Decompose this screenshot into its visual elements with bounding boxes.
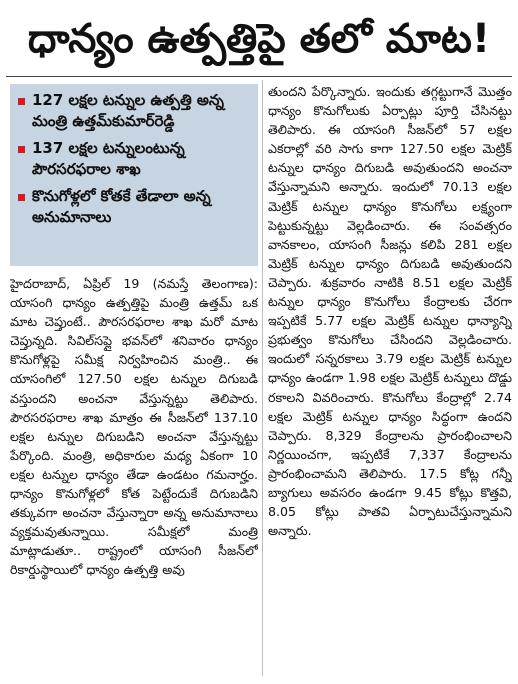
square-bullet-icon	[18, 146, 25, 153]
headline: ధాన్యం ఉత్పత్తిపై తలో మాట!	[27, 16, 491, 62]
highlight-item	[14, 186, 252, 228]
highlights-box	[10, 84, 258, 266]
highlight-text: 127 లక్షల టన్నుల ఉత్పత్తి అన్న మంత్రి ఉత్తమ్‌కుమార్‌రెడ్డి	[32, 91, 224, 130]
right-column	[268, 82, 512, 678]
left-column	[10, 84, 258, 678]
highlight-text: కొనుగోళ్లలో కోతకే తేడాలా అన్న అనుమానాలు	[32, 187, 211, 226]
highlight-text: 137 లక్షల టన్నులంటున్న పౌరసరఫరాల శాఖ	[32, 139, 185, 178]
highlight-item	[14, 138, 252, 180]
square-bullet-icon	[18, 194, 25, 201]
column-divider	[262, 80, 263, 676]
article-body-right: తుందని పేర్కొన్నారు. ఇందుకు తగ్గట్టుగానే మొత్తం ధాన్యం కొనుగోలుకు ఏర్పాట్లు పూర్తి చేసినట్టు తెలిపారు. ఈ యాసంగి సీజన్‌లో 57 లక్షల ఎకరాల్లో వరి సాగు కాగా 127.50 లక్షల మెట్రిక్‌ టన్నుల ధాన్యం దిగుబడి అవుతుందని అంచనా వేస్తున్నామని అన్నారు. ఇందులో 70.13 లక్షల మెట్రిక్‌ టన్నుల ధాన్యం కొనుగోలు లక్ష్యంగా పెట్టుకున్నట్టు వెల్లడించారు. ఈ సంవత్సరం వానకాలం, యాసంగి సీజన్లు కలిపి 281 లక్షల మెట్రిక్‌ టన్నుల ధాన్యం దిగుబడి అవుతుందని చెప్పారు. శుక్రవారం నాటికి 8.51 లక్షల మెట్రిక్‌ టన్నుల ధాన్యం కొనుగోలు కేంద్రాలకు చేరగా ఇప్పటికే 5.77 లక్షల మెట్రిక్‌ టన్నుల ధాన్యాన్ని ప్రభుత్వం కొనుగోలు చేసిందని వెల్లడించారు. ఇందులో సన్నరకాలు 3.79 లక్షల మెట్రిక్‌ టన్నుల ధాన్యం ఉండగా 1.98 లక్షల మెట్రిక్‌ టన్నులు దొడ్డు రకాలని వివరించారు. కొనుగోలు కేంద్రాల్లో 2.74 లక్షల మెట్రిక్‌ టన్నుల ధాన్యం సిద్ధంగా ఉందని చెప్పారు. 8,329 కేంద్రాలను ప్రారంభించాలని నిర్ణయించగా, ఇప్పటికే 7,337 కేంద్రాలను ప్రారంభించామని తెలిపారు. 17.5 కోట్ల గన్నీ బ్యాగులు అవసరం ఉండగా 9.45 కోట్లు కొత్తవి, 8.05 కోట్లు పాతవి ఏర్పాటుచేస్తున్నామని అన్నారు.	[268, 84, 512, 539]
headline-rule	[6, 76, 512, 77]
highlight-item	[14, 90, 252, 132]
square-bullet-icon	[18, 98, 25, 105]
article-body-left: హైదరాబాద్‌, ఏప్రిల్‌ 19 (నమస్తే తెలంగాణ): యాసంగి ధాన్యం ఉత్పత్తిపై మంత్రి ఉత్తమ్‌ ఒక మాట చెప్తుంటే.. పౌరసరఫరాల శాఖ మరో మాట చెప్తున్నది. సివిల్‌సప్లై భవన్‌లో శనివారం ధాన్యం కొనుగోళ్లపై సమీక్ష నిర్వహించిన మంత్రి.. ఈ యాసంగిలో 127.50 లక్షల టన్నుల దిగుబడి వస్తుందని అంచనా వేస్తున్నట్టు తెలిపారు. పౌరసరఫరాల శాఖ మాత్రం ఈ సీజన్‌లో 137.10 లక్షల టన్నుల దిగుబడిని అంచనా వేస్తున్నట్టు పేర్కొంది. మంత్రి, అధికారుల మధ్య ఏకంగా 10 లక్షల టన్నుల ధాన్యం తేడా ఉండటం గమనార్హం. ధాన్యం కొనుగోళ్లలో కోత పెట్టేందుకే దిగుబడిని తక్కువగా అంచనా వేస్తున్నారా అన్న అనుమానాలు వ్యక్తమవుతున్నాయి. సమీక్షలో మంత్రి మాట్లాడుతూ.. రాష్ట్రంలో యాసంగి సీజన్‌లో రికార్డుస్థాయిలో ధాన్యం ఉత్పత్తి అవు	[10, 276, 258, 578]
